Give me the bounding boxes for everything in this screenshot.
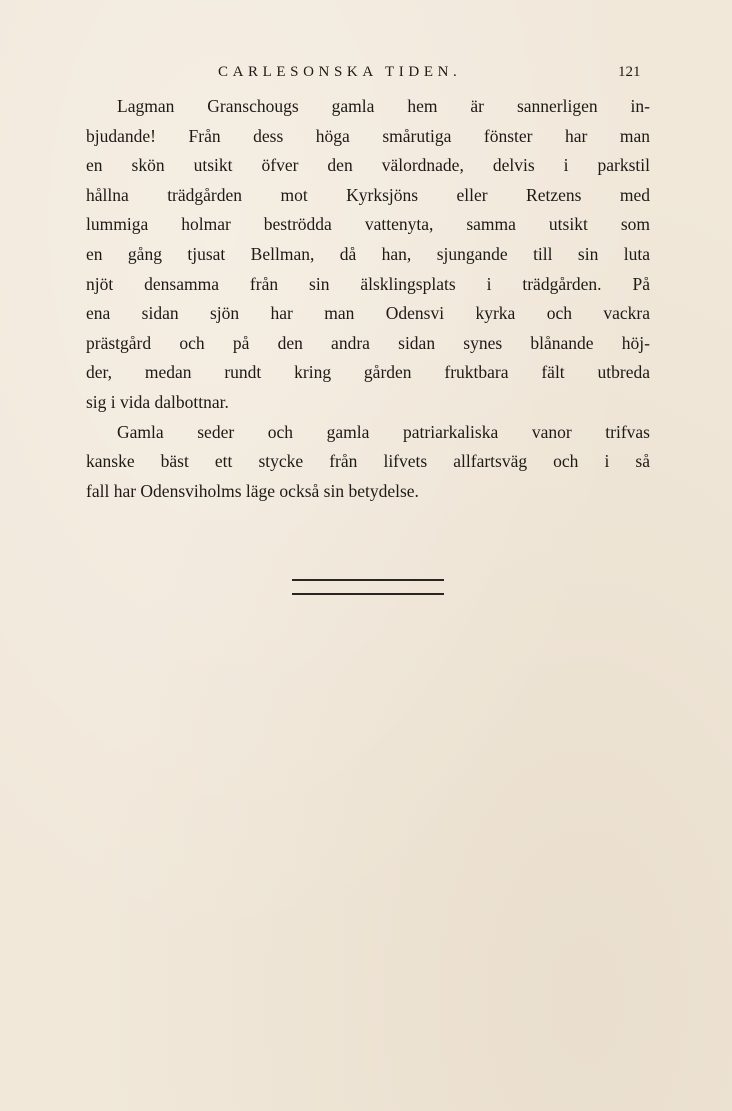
text-line: en gång tjusat Bellman, då han, sjungande till sin luta bbox=[86, 243, 650, 264]
running-title: CARLESONSKA TIDEN. bbox=[218, 64, 462, 80]
end-rule-bottom bbox=[292, 593, 444, 595]
text-line: prästgård och på den andra sidan synes blånande höj- bbox=[86, 332, 650, 353]
text-line: njöt densamma från sin älsklingsplats i trädgården. På bbox=[86, 273, 650, 294]
text-line: lummiga holmar beströdda vattenyta, samma utsikt som bbox=[86, 214, 650, 235]
running-head bbox=[0, 60, 732, 84]
text-line: Lagman Granschougs gamla hem är sannerligen in- bbox=[117, 96, 650, 116]
end-rule-top bbox=[292, 579, 444, 581]
page-number: 121 bbox=[618, 64, 641, 80]
text-line: bjudande! Från dess höga smårutiga fönster har man bbox=[86, 125, 650, 146]
body-text bbox=[86, 92, 650, 506]
text-line: der, medan rundt kring gården fruktbara fält utbreda bbox=[86, 362, 650, 383]
text-line: en skön utsikt öfver den välordnade, delvis i parkstil bbox=[86, 155, 650, 176]
text-line: fall har Odensviholms läge också sin betydelse. bbox=[86, 480, 419, 501]
text-line: kanske bäst ett stycke från lifvets allfartsväg och i så bbox=[86, 451, 650, 472]
text-line: sig i vida dalbottnar. bbox=[86, 391, 229, 412]
text-line: hållna trädgården mot Kyrksjöns eller Retzens med bbox=[86, 184, 650, 205]
text-line: ena sidan sjön har man Odensvi kyrka och vackra bbox=[86, 303, 650, 324]
text-line: Gamla seder och gamla patriarkaliska vanor trifvas bbox=[117, 421, 650, 442]
